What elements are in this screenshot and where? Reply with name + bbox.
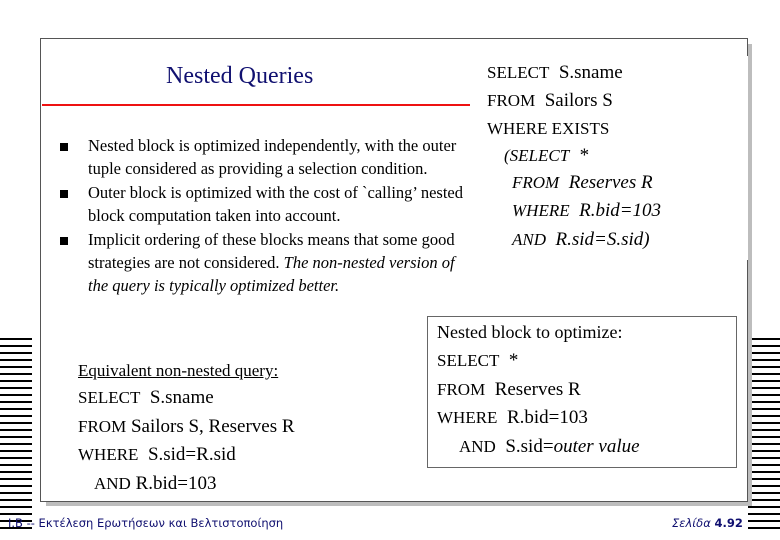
equivalent-and-line: [94, 473, 217, 495]
outer-where-line: [487, 118, 609, 140]
sql-value: Sailors S, Reserves R: [130, 416, 295, 437]
sql-value: R.bid=103: [135, 473, 217, 494]
equivalent-from-line: [78, 416, 295, 438]
bullet-text-italic: The non-nested version of the query is typically optimized better.: [88, 253, 455, 295]
square-bullet-icon: [60, 237, 68, 245]
equivalent-where-line: [78, 444, 236, 466]
nested-block-heading: Nested block to optimize:: [437, 322, 623, 342]
bullet-text: Outer block is optimized with the cost of `calling’ nested block computation taken into account.: [88, 183, 463, 225]
square-bullet-icon: [60, 143, 68, 151]
bullet-item: [60, 181, 470, 227]
nested-from-line: [437, 379, 581, 401]
outer-select-line: [487, 62, 623, 84]
sql-keyword: SELECT: [487, 63, 550, 82]
nested-select-line: [437, 350, 518, 372]
sql-keyword: (SELECT: [504, 146, 570, 165]
slide-title: Nested Queries: [166, 63, 314, 89]
sql-value: *: [508, 350, 519, 371]
decorative-rules-left: [0, 338, 32, 534]
sql-keyword: WHERE EXISTS: [487, 119, 610, 138]
equivalent-query-heading: Equivalent non-nested query:: [78, 361, 279, 380]
bullet-list: [60, 134, 470, 298]
footer-page-label: Σελίδα: [672, 516, 711, 530]
nested-and-line: [459, 436, 640, 458]
sql-value: S.sid=: [505, 436, 554, 457]
sql-value: R.sid=S.sid): [555, 229, 650, 250]
outer-from-line: [487, 90, 613, 112]
decorative-rules-right: [748, 338, 780, 534]
sql-keyword: SELECT: [78, 388, 141, 407]
sql-keyword: AND: [512, 230, 546, 249]
subquery-where-line: [512, 200, 661, 222]
sql-value: *: [578, 145, 589, 166]
footer-page-number: 4.92: [714, 516, 743, 530]
equivalent-select-line: [78, 387, 214, 409]
sql-value: R.bid=103: [579, 200, 662, 221]
sql-value: S.sid=R.sid: [147, 444, 236, 465]
sql-keyword: FROM: [487, 91, 536, 110]
sql-keyword: SELECT: [437, 351, 500, 370]
sql-keyword: FROM: [78, 417, 127, 436]
sql-keyword: AND: [94, 474, 131, 493]
sql-keyword: FROM: [512, 173, 560, 192]
bullet-item: [60, 134, 470, 180]
sql-value: Sailors S: [544, 90, 613, 111]
bullet-item: [60, 228, 470, 297]
sql-keyword: WHERE: [512, 201, 570, 220]
square-bullet-icon: [60, 190, 68, 198]
sql-value: Reserves R: [494, 379, 581, 400]
subquery-from-line: [512, 172, 653, 194]
bullet-text: Implicit ordering of these blocks means that some good strategies are not considered.: [88, 230, 455, 272]
nested-where-line: [437, 407, 588, 429]
sql-keyword: FROM: [437, 380, 486, 399]
sql-keyword: WHERE: [437, 408, 498, 427]
sql-value: S.sname: [558, 62, 623, 83]
bullet-text: Nested block is optimized independently, with the outer tuple considered as providing a selection condition.: [88, 136, 457, 178]
sql-keyword: WHERE: [78, 445, 139, 464]
footer-page: [672, 516, 743, 530]
sql-value-italic: outer value: [553, 436, 640, 457]
subquery-select-line: [504, 145, 588, 167]
sql-value: S.sname: [149, 387, 214, 408]
footer-course-title: I.B -- Εκτέλεση Ερωτήσεων και Βελτιστοποίηση: [8, 516, 284, 530]
sql-keyword: AND: [459, 437, 496, 456]
subquery-and-line: [512, 229, 650, 251]
sql-value: R.bid=103: [506, 407, 588, 428]
sql-value: Reserves R: [568, 172, 653, 193]
